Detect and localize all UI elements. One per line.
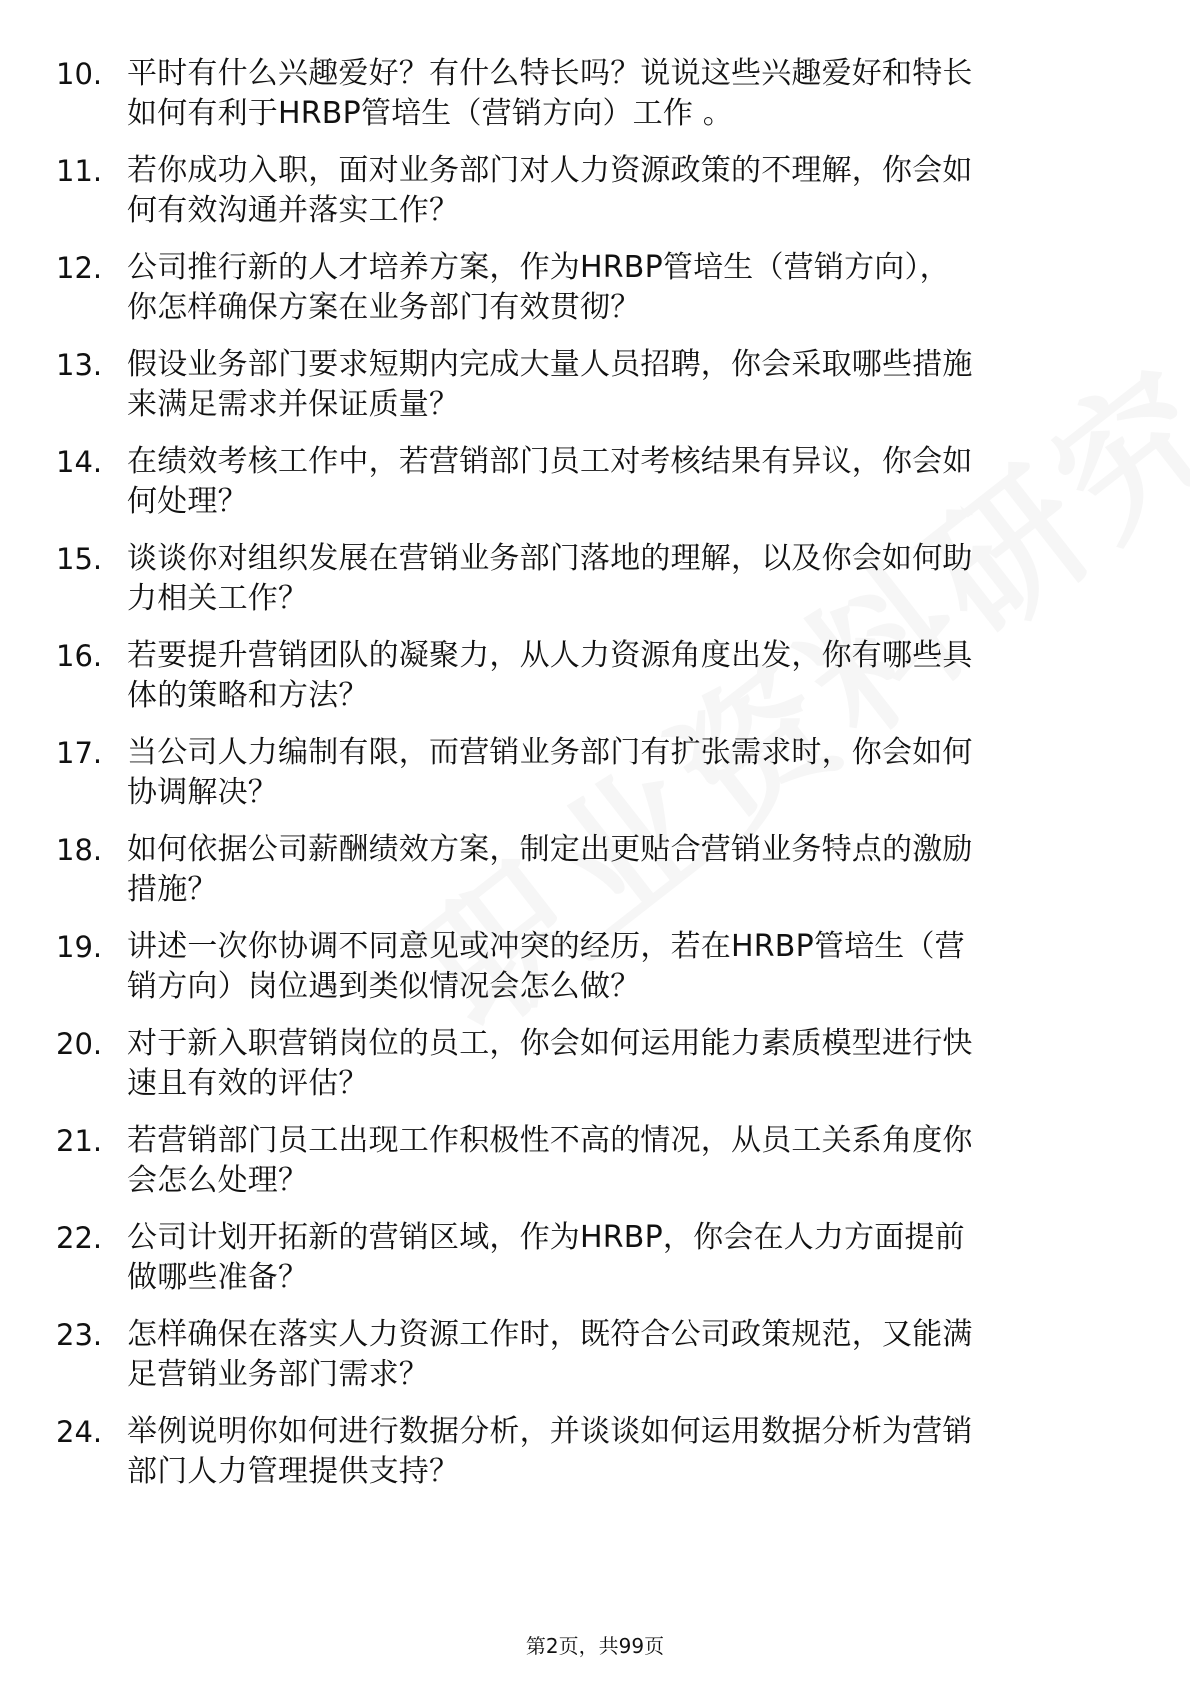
- question-item: [0, 830, 1190, 927]
- question-item: [0, 1121, 1190, 1218]
- question-text: [127, 636, 1117, 716]
- question-line: 部门人力管理提供支持？: [127, 1454, 460, 1489]
- question-text: [127, 151, 1117, 231]
- question-line: 如何依据公司薪酬绩效方案，制定出更贴合营销业务特点的激励: [127, 832, 973, 867]
- question-text: [127, 539, 1117, 619]
- question-line: 速且有效的评估？: [127, 1066, 369, 1101]
- question-line: 公司推行新的人才培养方案，作为HRBP管培生（营销方向），: [127, 250, 950, 285]
- question-line: 怎样确保在落实人力资源工作时，既符合公司政策规范，又能满: [127, 1317, 973, 1352]
- question-item: [0, 442, 1190, 539]
- question-number: 24.: [56, 1415, 103, 1449]
- question-text: [127, 1218, 1117, 1298]
- question-number: 17.: [56, 736, 103, 770]
- question-line: 你怎样确保方案在业务部门有效贯彻？: [127, 290, 641, 325]
- question-text: [127, 1121, 1117, 1201]
- page-number-label: 第2页，共99页: [525, 1634, 665, 1658]
- question-text: [127, 1412, 1117, 1492]
- question-item: [0, 151, 1190, 248]
- question-item: [0, 733, 1190, 830]
- question-line: 平时有什么兴趣爱好？有什么特长吗？说说这些兴趣爱好和特长: [127, 56, 973, 91]
- question-number: 15.: [56, 542, 103, 576]
- question-number: 19.: [56, 930, 103, 964]
- question-line: 在绩效考核工作中，若营销部门员工对考核结果有异议，你会如: [127, 444, 973, 479]
- question-text: [127, 248, 1117, 328]
- question-item: [0, 54, 1190, 151]
- question-number: 23.: [56, 1318, 103, 1352]
- question-line: 协调解决？: [127, 775, 278, 810]
- question-number: 22.: [56, 1221, 103, 1255]
- question-text: [127, 733, 1117, 813]
- question-item: [0, 927, 1190, 1024]
- question-line: 体的策略和方法？: [127, 678, 369, 713]
- question-line: 若营销部门员工出现工作积极性不高的情况，从员工关系角度你: [127, 1123, 973, 1158]
- question-number: 11.: [56, 154, 103, 188]
- question-line: 公司计划开拓新的营销区域，作为HRBP，你会在人力方面提前: [127, 1220, 965, 1255]
- question-item: [0, 1412, 1190, 1509]
- question-number: 18.: [56, 833, 103, 867]
- question-text: [127, 1315, 1117, 1395]
- question-item: [0, 1024, 1190, 1121]
- question-list: [0, 54, 1190, 1509]
- question-line: 销方向）岗位遇到类似情况会怎么做？: [127, 969, 641, 1004]
- question-line: 对于新入职营销岗位的员工，你会如何运用能力素质模型进行快: [127, 1026, 973, 1061]
- question-number: 10.: [56, 57, 103, 91]
- question-text: [127, 1024, 1117, 1104]
- page-footer: [0, 1630, 1190, 1659]
- question-item: [0, 1315, 1190, 1412]
- question-number: 13.: [56, 348, 103, 382]
- question-line: 做哪些准备？: [127, 1260, 309, 1295]
- question-line: 措施？: [127, 872, 218, 907]
- question-line: 来满足需求并保证质量？: [127, 387, 460, 422]
- question-text: [127, 927, 1117, 1007]
- question-item: [0, 248, 1190, 345]
- question-line: 会怎么处理？: [127, 1163, 309, 1198]
- question-line: 力相关工作？: [127, 581, 309, 616]
- question-number: 16.: [56, 639, 103, 673]
- question-number: 20.: [56, 1027, 103, 1061]
- question-line: 假设业务部门要求短期内完成大量人员招聘，你会采取哪些措施: [127, 347, 973, 382]
- question-number: 12.: [56, 251, 103, 285]
- question-line: 若要提升营销团队的凝聚力，从人力资源角度出发，你有哪些具: [127, 638, 973, 673]
- question-number: 21.: [56, 1124, 103, 1158]
- question-line: 何有效沟通并落实工作？: [127, 193, 460, 228]
- question-item: [0, 539, 1190, 636]
- question-line: 讲述一次你协调不同意见或冲突的经历，若在HRBP管培生（营: [127, 929, 965, 964]
- question-line: 何处理？: [127, 484, 248, 519]
- question-line: 当公司人力编制有限，而营销业务部门有扩张需求时，你会如何: [127, 735, 973, 770]
- question-line: 若你成功入职，面对业务部门对人力资源政策的不理解，你会如: [127, 153, 973, 188]
- question-text: [127, 830, 1117, 910]
- question-text: [127, 54, 1117, 134]
- question-item: [0, 345, 1190, 442]
- question-item: [0, 1218, 1190, 1315]
- question-line: 足营销业务部门需求？: [127, 1357, 429, 1392]
- question-number: 14.: [56, 445, 103, 479]
- question-text: [127, 345, 1117, 425]
- question-line: 如何有利于HRBP管培生（营销方向）工作 。: [127, 96, 734, 131]
- question-line: 举例说明你如何进行数据分析，并谈谈如何运用数据分析为营销: [127, 1414, 973, 1449]
- question-text: [127, 442, 1117, 522]
- question-line: 谈谈你对组织发展在营销业务部门落地的理解，以及你会如何助: [127, 541, 973, 576]
- question-item: [0, 636, 1190, 733]
